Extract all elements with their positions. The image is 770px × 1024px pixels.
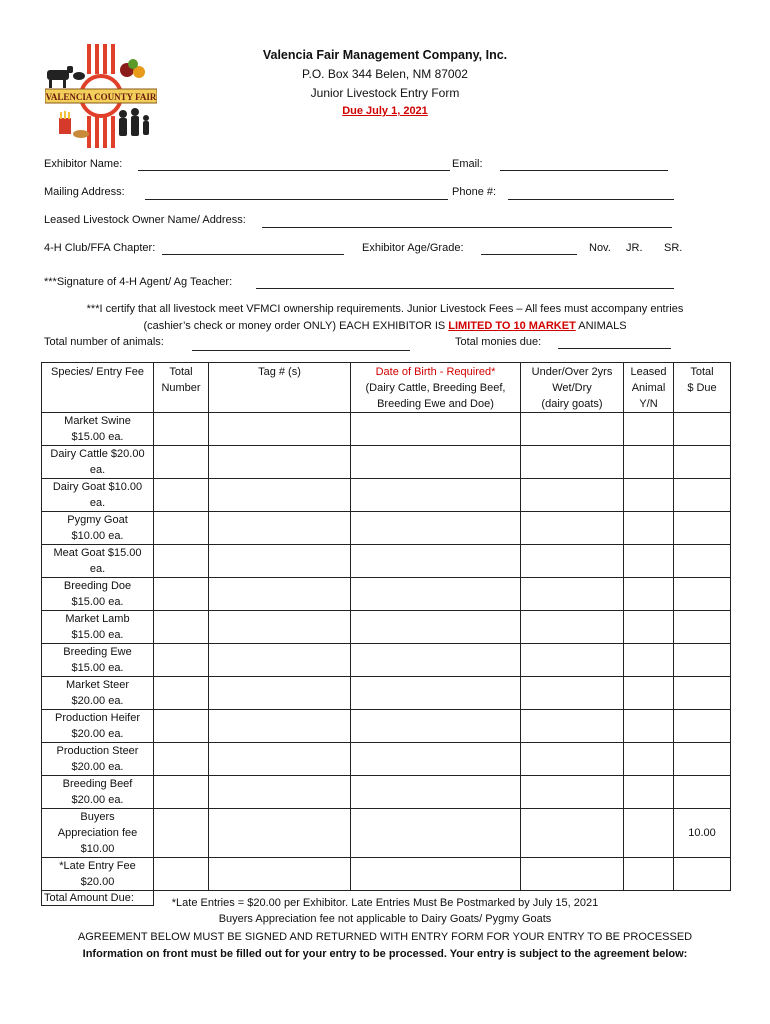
dob-cell[interactable] bbox=[351, 776, 521, 809]
leased-cell[interactable] bbox=[624, 776, 674, 809]
total-animals-field[interactable] bbox=[192, 350, 410, 351]
tag-cell[interactable] bbox=[209, 858, 351, 891]
tag-cell[interactable] bbox=[209, 446, 351, 479]
certify-line-1: ***I certify that all livestock meet VFMCI ownership requirements. Junior Livestock Fees – All fees must accompany entries bbox=[86, 303, 684, 315]
age-cell[interactable] bbox=[521, 809, 624, 858]
due-cell[interactable] bbox=[674, 644, 731, 677]
entry-table bbox=[41, 362, 731, 906]
species-cell: Buyers Appreciation fee $10.00 bbox=[42, 809, 154, 858]
total-number-cell[interactable] bbox=[154, 512, 209, 545]
total-number-cell[interactable] bbox=[154, 446, 209, 479]
age-cell[interactable] bbox=[521, 479, 624, 512]
due-cell[interactable] bbox=[674, 710, 731, 743]
dob-cell[interactable] bbox=[351, 578, 521, 611]
age-cell[interactable] bbox=[521, 710, 624, 743]
age-cell[interactable] bbox=[521, 446, 624, 479]
table-row bbox=[42, 545, 731, 578]
dob-cell[interactable] bbox=[351, 479, 521, 512]
table-row bbox=[42, 644, 731, 677]
form-title: Junior Livestock Entry Form bbox=[310, 86, 460, 100]
tag-cell[interactable] bbox=[209, 611, 351, 644]
leased-cell[interactable] bbox=[624, 644, 674, 677]
species-cell: Breeding Beef $20.00 ea. bbox=[42, 776, 154, 809]
species-cell: Breeding Doe $15.00 ea. bbox=[42, 578, 154, 611]
age-cell[interactable] bbox=[521, 644, 624, 677]
total-monies-label: Total monies due: bbox=[455, 336, 542, 348]
club-label: 4-H Club/FFA Chapter: bbox=[44, 242, 156, 254]
info-note: Information on front must be filled out for your entry to be processed. Your entry is subject to the agreement below: bbox=[82, 948, 688, 960]
due-date: Due July 1, 2021 bbox=[342, 105, 428, 117]
age-cell[interactable] bbox=[521, 512, 624, 545]
age-grade-label: Exhibitor Age/Grade: bbox=[362, 242, 464, 254]
leased-cell[interactable] bbox=[624, 809, 674, 858]
age-cell[interactable] bbox=[521, 743, 624, 776]
table-row bbox=[42, 512, 731, 545]
leased-cell[interactable] bbox=[624, 677, 674, 710]
table-row bbox=[42, 809, 731, 858]
email-label: Email: bbox=[452, 158, 483, 170]
table-row bbox=[42, 611, 731, 644]
total-monies-field[interactable] bbox=[558, 348, 671, 349]
due-cell[interactable] bbox=[674, 413, 731, 446]
species-cell: Production Steer $20.00 ea. bbox=[42, 743, 154, 776]
phone-field[interactable] bbox=[508, 199, 674, 200]
total-number-cell[interactable] bbox=[154, 710, 209, 743]
dob-cell[interactable] bbox=[351, 413, 521, 446]
leased-cell[interactable] bbox=[624, 479, 674, 512]
tag-cell[interactable] bbox=[209, 809, 351, 858]
dob-cell[interactable] bbox=[351, 644, 521, 677]
dob-cell[interactable] bbox=[351, 710, 521, 743]
species-cell: Production Heifer $20.00 ea. bbox=[42, 710, 154, 743]
certify-line-2: (cashier’s check or money order ONLY) EACH EXHIBITOR IS LIMITED TO 10 MARKET ANIMALS bbox=[143, 320, 627, 332]
total-number-cell[interactable] bbox=[154, 677, 209, 710]
age-cell[interactable] bbox=[521, 578, 624, 611]
signature-field[interactable] bbox=[256, 288, 674, 289]
age-grade-field[interactable] bbox=[481, 254, 577, 255]
due-cell[interactable] bbox=[674, 677, 731, 710]
table-row bbox=[42, 479, 731, 512]
col-tag: Tag # (s) bbox=[209, 363, 351, 413]
table-row bbox=[42, 446, 731, 479]
dob-cell[interactable] bbox=[351, 446, 521, 479]
col-dob: Date of Birth - Required* (Dairy Cattle, Breeding Beef, Breeding Ewe and Doe) bbox=[351, 363, 521, 413]
col-age: Under/Over 2yrs Wet/Dry (dairy goats) bbox=[521, 363, 624, 413]
tag-cell[interactable] bbox=[209, 413, 351, 446]
leased-cell[interactable] bbox=[624, 710, 674, 743]
phone-label: Phone #: bbox=[452, 186, 497, 198]
tag-cell[interactable] bbox=[209, 512, 351, 545]
species-cell: Dairy Goat $10.00 ea. bbox=[42, 479, 154, 512]
species-cell: Market Steer $20.00 ea. bbox=[42, 677, 154, 710]
leased-cell[interactable] bbox=[624, 858, 674, 891]
table-row bbox=[42, 858, 731, 891]
species-cell: Market Swine $15.00 ea. bbox=[42, 413, 154, 446]
species-cell: Market Lamb $15.00 ea. bbox=[42, 611, 154, 644]
col-due: Total $ Due bbox=[674, 363, 731, 413]
age-cell[interactable] bbox=[521, 858, 624, 891]
dob-cell[interactable] bbox=[351, 677, 521, 710]
tag-cell[interactable] bbox=[209, 776, 351, 809]
due-cell[interactable] bbox=[674, 479, 731, 512]
late-entries-note: *Late Entries = $20.00 per Exhibitor. Late Entries Must Be Postmarked by July 15, 2021 bbox=[171, 897, 599, 909]
species-cell: Breeding Ewe $15.00 ea. bbox=[42, 644, 154, 677]
table-header-row bbox=[42, 363, 731, 413]
leased-cell[interactable] bbox=[624, 545, 674, 578]
table-row bbox=[42, 578, 731, 611]
table-row bbox=[42, 677, 731, 710]
tag-cell[interactable] bbox=[209, 677, 351, 710]
division-sr[interactable]: SR. bbox=[664, 242, 683, 254]
species-cell: *Late Entry Fee $20.00 bbox=[42, 858, 154, 891]
logo-text: VALENCIA COUNTY FAIR bbox=[45, 92, 157, 102]
dob-cell[interactable] bbox=[351, 611, 521, 644]
leased-cell[interactable] bbox=[624, 743, 674, 776]
species-cell: Pygmy Goat $10.00 ea. bbox=[42, 512, 154, 545]
due-cell[interactable]: 10.00 bbox=[674, 809, 731, 858]
table-row bbox=[42, 743, 731, 776]
dob-cell[interactable] bbox=[351, 809, 521, 858]
leased-cell[interactable] bbox=[624, 512, 674, 545]
due-cell[interactable] bbox=[674, 743, 731, 776]
age-cell[interactable] bbox=[521, 776, 624, 809]
age-cell[interactable] bbox=[521, 545, 624, 578]
species-cell: Dairy Cattle $20.00 ea. bbox=[42, 446, 154, 479]
division-jr[interactable]: JR. bbox=[626, 242, 643, 254]
tag-cell[interactable] bbox=[209, 743, 351, 776]
email-field[interactable] bbox=[500, 170, 668, 171]
total-number-cell[interactable] bbox=[154, 776, 209, 809]
total-amount-label: Total Amount Due: bbox=[42, 891, 154, 906]
signature-label: ***Signature of 4-H Agent/ Ag Teacher: bbox=[44, 276, 233, 288]
due-cell[interactable] bbox=[674, 446, 731, 479]
leased-owner-label: Leased Livestock Owner Name/ Address: bbox=[44, 214, 246, 226]
agreement-note: AGREEMENT BELOW MUST BE SIGNED AND RETURNED WITH ENTRY FORM FOR YOUR ENTRY TO BE PROCESSED bbox=[77, 931, 693, 943]
table-row bbox=[42, 776, 731, 809]
leased-owner-field[interactable] bbox=[262, 227, 672, 228]
total-number-cell[interactable] bbox=[154, 809, 209, 858]
leased-cell[interactable] bbox=[624, 578, 674, 611]
tag-cell[interactable] bbox=[209, 479, 351, 512]
age-cell[interactable] bbox=[521, 611, 624, 644]
total-number-cell[interactable] bbox=[154, 545, 209, 578]
due-cell[interactable] bbox=[674, 545, 731, 578]
dob-cell[interactable] bbox=[351, 858, 521, 891]
club-field[interactable] bbox=[162, 254, 344, 255]
due-cell[interactable] bbox=[674, 578, 731, 611]
species-cell: Meat Goat $15.00 ea. bbox=[42, 545, 154, 578]
leased-cell[interactable] bbox=[624, 413, 674, 446]
dob-cell[interactable] bbox=[351, 743, 521, 776]
tag-cell[interactable] bbox=[209, 578, 351, 611]
mailing-address-label: Mailing Address: bbox=[44, 186, 125, 198]
company-address: P.O. Box 344 Belen, NM 87002 bbox=[302, 67, 468, 81]
due-cell[interactable] bbox=[674, 776, 731, 809]
total-number-cell[interactable] bbox=[154, 743, 209, 776]
col-species: Species/ Entry Fee bbox=[42, 363, 154, 413]
company-name: Valencia Fair Management Company, Inc. bbox=[262, 48, 508, 62]
exhibitor-name-label: Exhibitor Name: bbox=[44, 158, 123, 170]
exhibitor-name-field[interactable] bbox=[138, 170, 450, 171]
leased-cell[interactable] bbox=[624, 611, 674, 644]
due-cell[interactable] bbox=[674, 611, 731, 644]
total-number-cell[interactable] bbox=[154, 858, 209, 891]
due-cell[interactable] bbox=[674, 858, 731, 891]
leased-cell[interactable] bbox=[624, 446, 674, 479]
total-number-cell[interactable] bbox=[154, 479, 209, 512]
age-cell[interactable] bbox=[521, 677, 624, 710]
due-cell[interactable] bbox=[674, 512, 731, 545]
tag-cell[interactable] bbox=[209, 644, 351, 677]
tag-cell[interactable] bbox=[209, 545, 351, 578]
mailing-address-field[interactable] bbox=[145, 199, 448, 200]
col-total-number: Total Number bbox=[154, 363, 209, 413]
age-cell[interactable] bbox=[521, 413, 624, 446]
tag-cell[interactable] bbox=[209, 710, 351, 743]
division-nov[interactable]: Nov. bbox=[589, 242, 611, 254]
total-number-cell[interactable] bbox=[154, 644, 209, 677]
total-number-cell[interactable] bbox=[154, 578, 209, 611]
table-row bbox=[42, 413, 731, 446]
buyers-fee-note: Buyers Appreciation fee not applicable to Dairy Goats/ Pygmy Goats bbox=[218, 913, 552, 925]
dob-cell[interactable] bbox=[351, 512, 521, 545]
dob-cell[interactable] bbox=[351, 545, 521, 578]
table-row bbox=[42, 710, 731, 743]
col-leased: Leased Animal Y/N bbox=[624, 363, 674, 413]
total-number-cell[interactable] bbox=[154, 611, 209, 644]
total-number-cell[interactable] bbox=[154, 413, 209, 446]
total-animals-label: Total number of animals: bbox=[44, 336, 164, 348]
